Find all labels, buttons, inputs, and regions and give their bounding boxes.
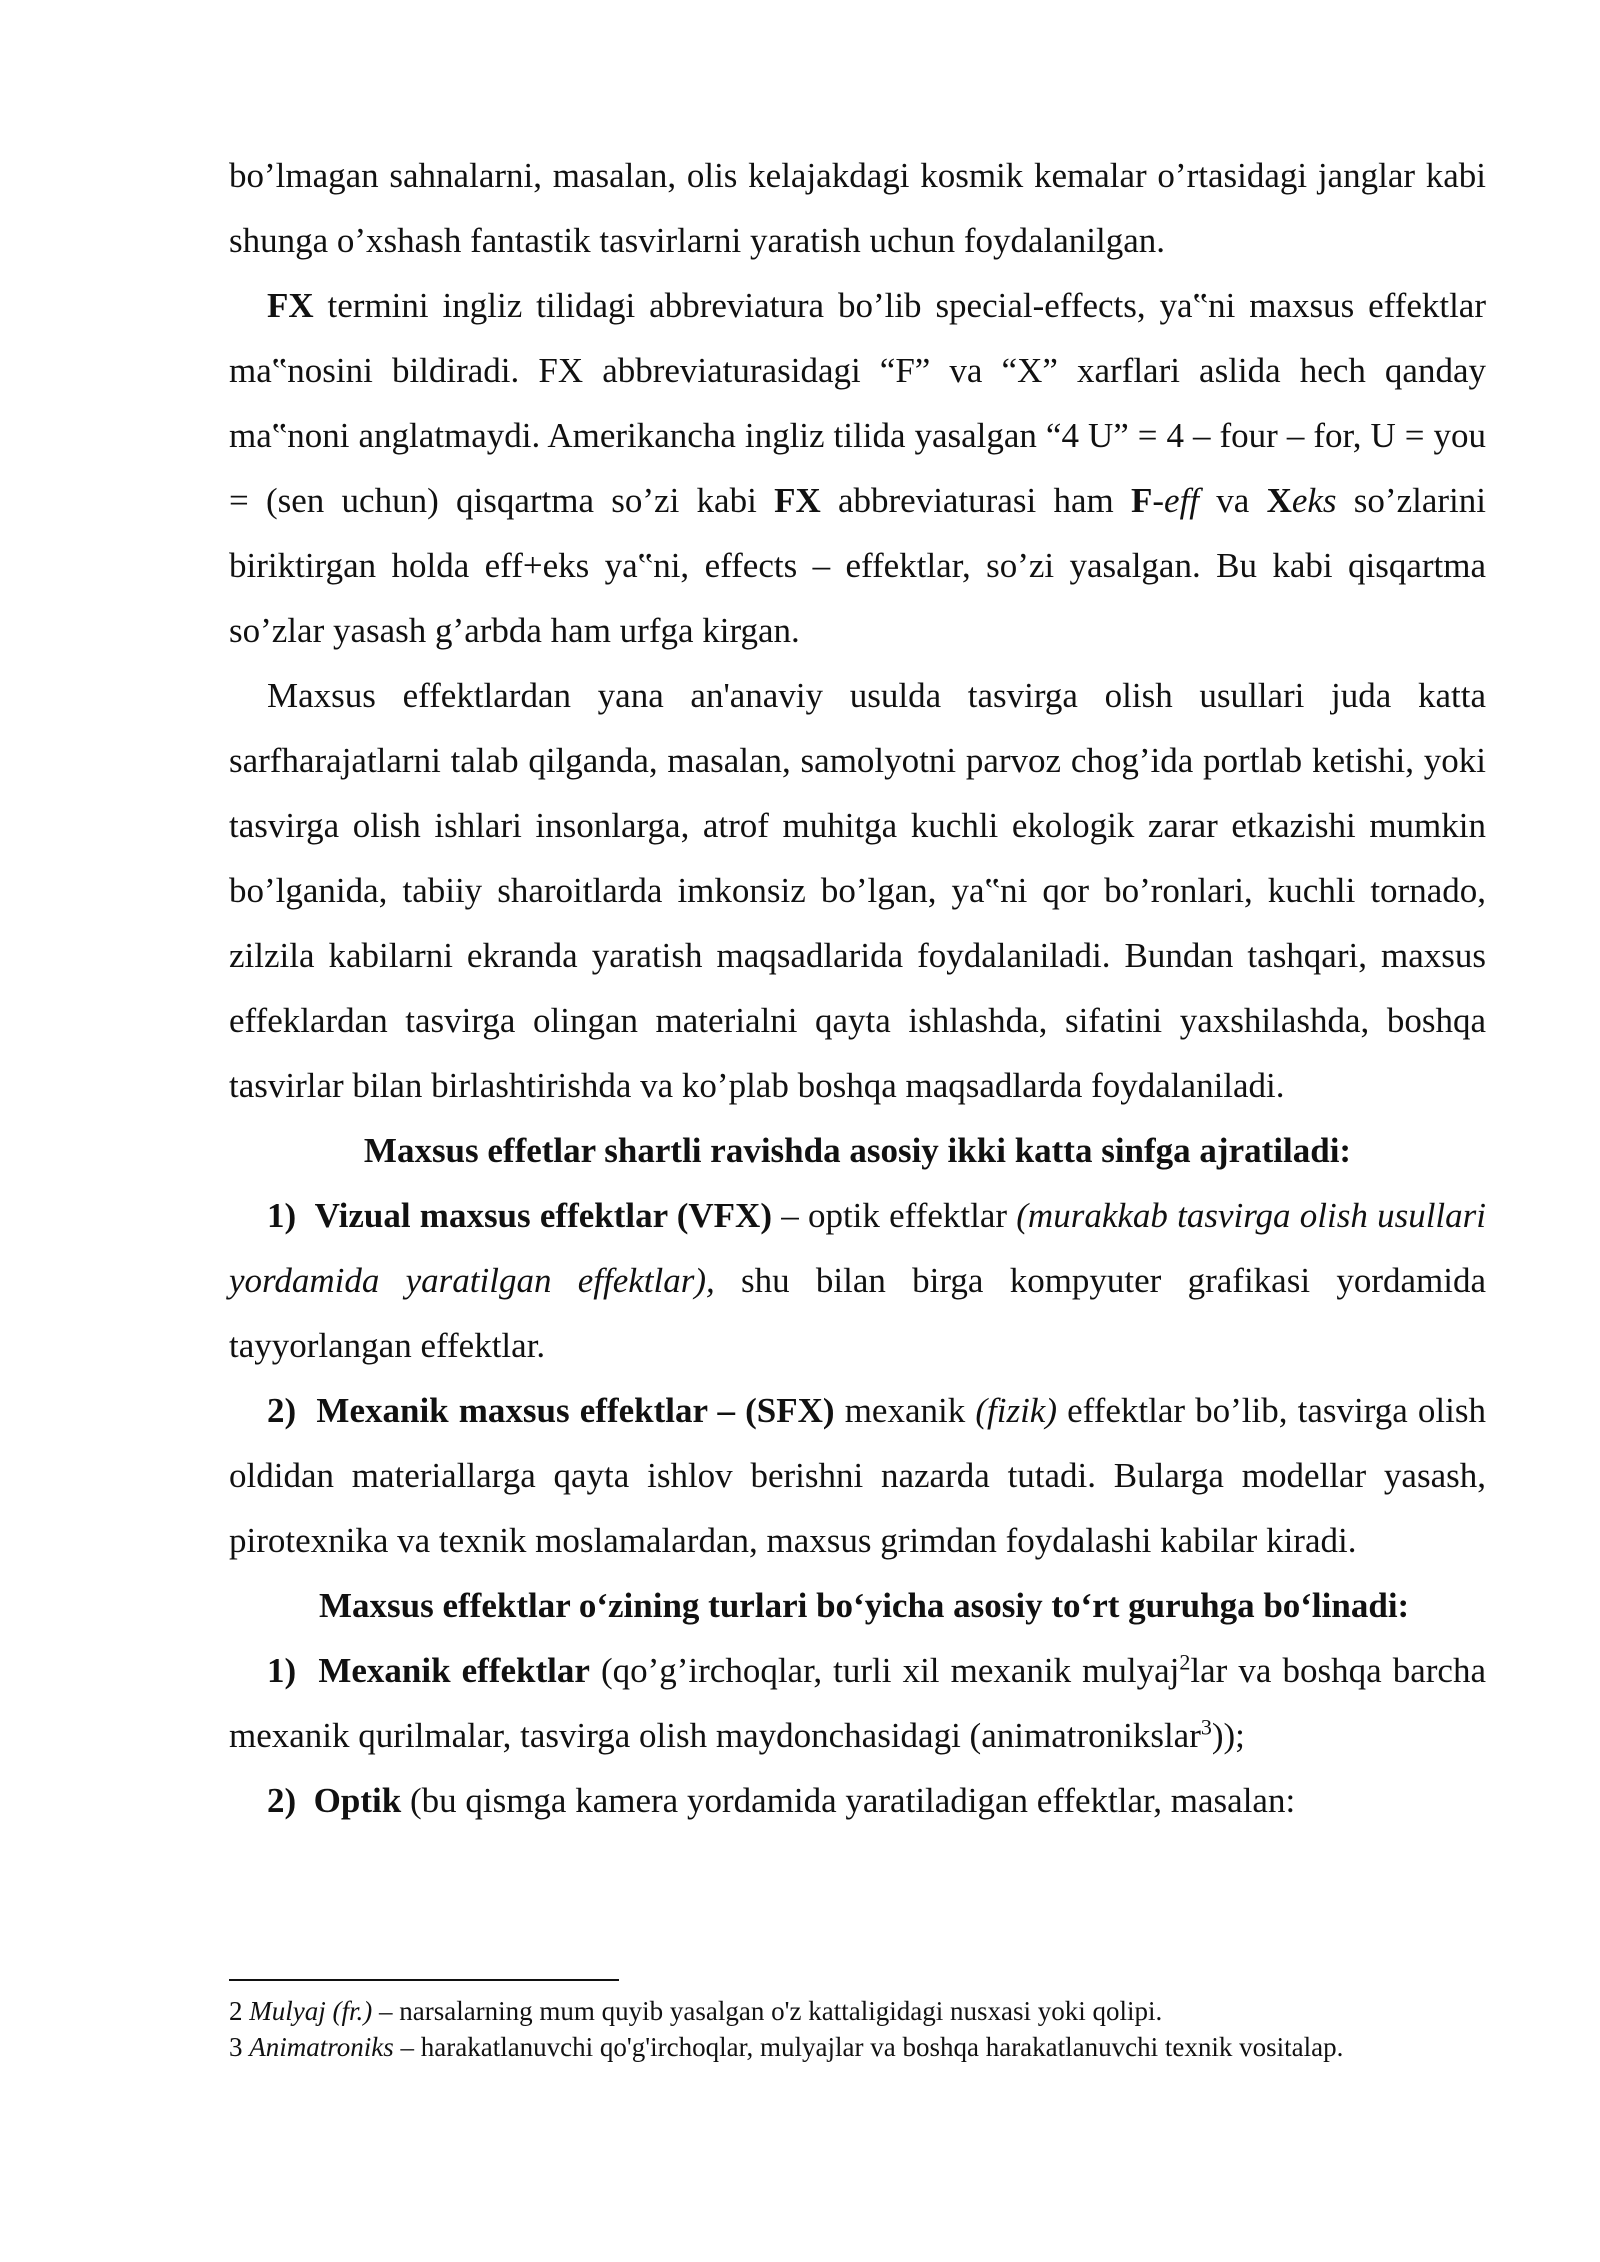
- paragraph-3: [229, 663, 1486, 1118]
- section-heading-2: Maxsus effektlar o‘zining turlari bo‘yicha asosiy to‘rt guruhga bo‘linadi:: [319, 1586, 1410, 1625]
- list-item-text-c: ));: [1211, 1716, 1245, 1755]
- x-letter: X: [1266, 481, 1292, 520]
- paragraph-2-text-a: termini ingliz tilidagi abbreviatura bo’lib special-effects, ya‟ni maxsus effektlar ma‟nosini bildiradi. FX abbreviaturasidagi “F” va “X” xarflari aslida hech qanday ma‟noni anglatmaydi. Amerikancha ingliz tilida yasalgan “4 U” = 4 – four – for, U = you = (sen uchun) qisqartma so’zi kabi: [229, 286, 1486, 520]
- list-item-title: Vizual maxsus effektlar (VFX): [314, 1196, 772, 1235]
- footnote-ref-2[interactable]: 2: [1179, 1649, 1191, 1675]
- footnote-ref-3[interactable]: 3: [1200, 1714, 1212, 1740]
- paragraph-2-text-d: so’zlarini biriktirgan holda eff+eks ya‟ni, effects – effektlar, so’zi yasalgan. Bu kabi qisqartma so’zlar yasash g’arbda ham urfga kirgan.: [229, 481, 1486, 650]
- paragraph-2: [229, 273, 1486, 663]
- eff-word: eff: [1164, 481, 1200, 520]
- list-item-text-b: shu bilan birga kompyuter grafikasi yordamida tayyorlangan effektlar.: [229, 1261, 1486, 1365]
- fx-term: FX: [267, 286, 314, 325]
- paragraph-2-text-b: abbreviaturasi ham: [820, 481, 1131, 520]
- list-item-italic: (murakkab tasvirga olish usullari yordamida yaratilgan effektlar),: [229, 1196, 1486, 1300]
- section-heading-1: Maxsus effetlar shartli ravishda asosiy ikki katta sinfga ajratiladi:: [363, 1131, 1352, 1170]
- footnote-3: [229, 2029, 1486, 2065]
- paragraph-2-text-c: va: [1199, 481, 1267, 520]
- list-item-text-b: lar va boshqa barcha mexanik qurilmalar, tasvirga olish maydonchasidagi (animatronikslar: [229, 1651, 1486, 1755]
- list-item-title: Mexanik maxsus effektlar – (SFX): [316, 1391, 835, 1430]
- paragraph-2-dash: -: [1152, 481, 1165, 520]
- list-item-text-a: – optik effektlar: [771, 1196, 1017, 1235]
- list-number: 1): [267, 1651, 297, 1690]
- list-item-text-a: (bu qismga kamera yordamida yaratiladigan effektlar, masalan:: [401, 1781, 1296, 1820]
- body-text: [229, 143, 1486, 1833]
- f-letter: F: [1130, 481, 1153, 520]
- footnote-separator: [229, 1979, 619, 1981]
- footnote-number: 3: [229, 2032, 243, 2062]
- footnotes: [229, 1993, 1486, 2065]
- list-number: 1): [267, 1196, 297, 1235]
- footnote-term: Animatroniks: [249, 2032, 394, 2062]
- list-item-italic: (fizik): [975, 1391, 1057, 1430]
- list-item-mechanical: [229, 1638, 1486, 1768]
- footnote-number: 2: [229, 1996, 243, 2026]
- list-item-title: Optik: [313, 1781, 402, 1820]
- list-item-text-b: effektlar bo’lib, tasvirga olish oldidan materiallarga qayta ishlov berishni nazarda tutadi. Bularga modellar yasash, pirotexnika va texnik moslamalardan, maxsus grimdan foydalashi kabilar kiradi.: [229, 1391, 1486, 1560]
- list-item-text-a: mexanik: [834, 1391, 976, 1430]
- paragraph-1: [229, 143, 1486, 273]
- fx-term-2: FX: [774, 481, 821, 520]
- list-item-title: Mexanik effektlar: [318, 1651, 590, 1690]
- paragraph-1-text: bo’lmagan sahnalarni, masalan, olis kelajakdagi kosmik kemalar o’rtasidagi janglar kabi shunga o’xshash fantastik tasvirlarni yaratish uchun foydalanilgan.: [229, 156, 1486, 260]
- list-item-text-a: (qo’g’irchoqlar, turli xil mexanik mulyaj: [589, 1651, 1180, 1690]
- list-number: 2): [267, 1391, 297, 1430]
- footnote-text: – harakatlanuvchi qo'g'irchoqlar, mulyajlar va boshqa harakatlanuvchi texnik vositalap.: [393, 2032, 1344, 2062]
- list-item-optical: [229, 1768, 1486, 1833]
- paragraph-3-text: Maxsus effektlardan yana an'anaviy usulda tasvirga olish usullari juda katta sarfharajatlarni talab qilganda, masalan, samolyotni parvoz chog’ida portlab ketishi, yoki tasvirga olish ishlari insonlarga, atrof muhitga kuchli ekologik zarar etkazishi mumkin bo’lganida, tabiiy sharoitlarda imkonsiz bo’lgan, ya‟ni qor bo’ronlari, kuchli tornado, zilzila kabilarni ekranda yaratish maqsadlarida foydalaniladi. Bundan tashqari, maxsus effeklardan tasvirga olingan materialni qayta ishlashda, sifatini yaxshilashda, boshqa tasvirlar bilan birlashtirishda va ko’plab boshqa maqsadlarda foydalaniladi.: [229, 676, 1486, 1105]
- footnote-text: – narsalarning mum quyib yasalgan o'z kattaligidagi nusxasi yoki qolipi.: [372, 1996, 1163, 2026]
- list-item-vfx: [229, 1183, 1486, 1378]
- footnote-term: Mulyaj (fr.): [249, 1996, 373, 2026]
- footnote-2: [229, 1993, 1486, 2029]
- list-item-sfx: [229, 1378, 1486, 1573]
- eks-word: eks: [1291, 481, 1337, 520]
- list-number: 2): [267, 1781, 297, 1820]
